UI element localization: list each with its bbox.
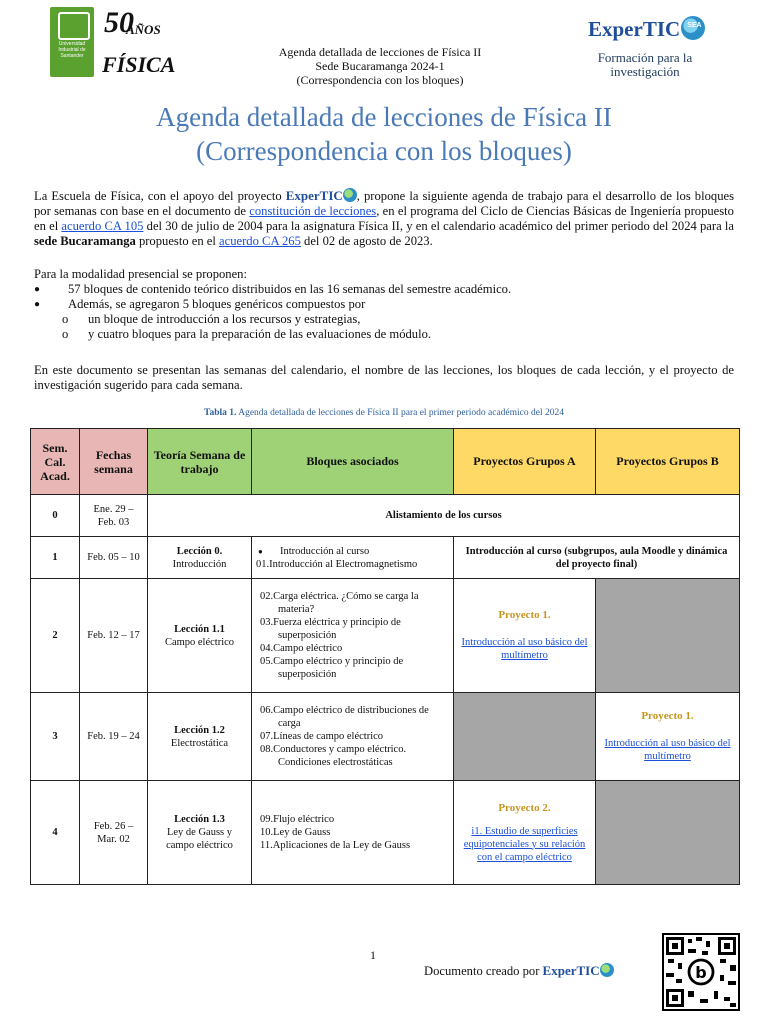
row-proyecto-a: Proyecto 2. i1. Estudio de superficies equipotenciales y su relación con el campo eléctrico [454, 781, 596, 885]
page-title [60, 100, 708, 168]
link-constitucion-lecciones[interactable]: constitución de lecciones [249, 204, 377, 218]
sub-bullet-icon: o [62, 312, 69, 326]
row-proyecto-a-empty [454, 693, 596, 781]
agenda-table [30, 428, 740, 885]
bullet-icon: ● [34, 284, 41, 295]
running-header [230, 45, 530, 87]
title-line-2: (Correspondencia con los bloques) [196, 136, 572, 166]
row-teoria: Lección 1.3 Ley de Gauss y campo eléctrico [148, 781, 252, 885]
footer-expertic-brand: ExperTIC [542, 963, 600, 978]
closing-paragraph: En este documento se presentan las semanas del calendario, el nombre de las lecciones, los bloques de cada lección, y el proyecto de investigación sugerido para cada semana. [34, 363, 734, 392]
row-proyecto-b-empty [596, 781, 740, 885]
header-line-1: Agenda detallada de lecciones de Física II [278, 45, 482, 59]
row-proyecto-intro: Introducción al curso (subgrupos, aula Moodle y dinámica del proyecto final) [454, 537, 740, 579]
row-fechas: Feb. 19 – 24 [80, 693, 148, 781]
qr-code-icon [662, 933, 740, 1011]
uis-logo-text: Universidad Industrial de Santander [58, 41, 86, 59]
sede-bucaramanga: sede Bucaramanga [34, 234, 136, 248]
caption-label: Tabla 1. [203, 408, 237, 418]
table-caption: Tabla 1. Agenda detallada de lecciones de Física II para el primer periodo académico del 2024 [203, 408, 564, 418]
link-proyecto-superficies[interactable]: i1. Estudio de superficies equipotenciales y su relación con el campo eléctrico [463, 825, 586, 863]
header-fechas: Fechas semana [80, 429, 148, 495]
link-proyecto-multimetro[interactable]: Introducción al uso básico del multímetro [461, 637, 588, 661]
modalidad-section [34, 267, 734, 342]
header-line-2: Sede Bucaramanga 2024-1 [315, 59, 445, 73]
link-acuerdo-ca-265[interactable]: acuerdo CA 265 [219, 234, 301, 248]
sub-bullet-icon: o [62, 327, 69, 341]
row-bloques: 02.Carga eléctrica. ¿Cómo se carga la materia? 03.Fuerza eléctrica y principio de superposición 04.Campo eléctrico 05.Campo eléctrico y principio de superposición [252, 579, 454, 693]
table-header-row [31, 429, 740, 495]
row-bloques: 06.Campo eléctrico de distribuciones de carga 07.Líneas de campo eléctrico 08.Conductores y campo eléctrico. Condiciones electrostáticas [252, 693, 454, 781]
list-item: ● Además, se agregaron 5 bloques genéricos compuestos por [34, 297, 366, 311]
header-proyectos-b: Proyectos Grupos B [596, 429, 740, 495]
sub-list-item: o y cuatro bloques para la preparación de las evaluaciones de módulo. [62, 327, 432, 341]
row-fechas: Feb. 26 – Mar. 02 [80, 781, 148, 885]
anniv-fisica: FÍSICA [102, 52, 176, 77]
row-sem: 4 [31, 781, 80, 885]
uis-emblem-icon [58, 12, 90, 40]
header-bloques: Bloques asociados [252, 429, 454, 495]
link-acuerdo-ca-105[interactable]: acuerdo CA 105 [61, 219, 144, 233]
row-fechas: Ene. 29 – Feb. 03 [80, 495, 148, 537]
row-proyecto-a: Proyecto 1. Introducción al uso básico del multímetro [454, 579, 596, 693]
expertic-tagline: Formación para la investigación [597, 50, 693, 79]
expertic-logo [588, 16, 705, 42]
intro-paragraph: La Escuela de Física, con el apoyo del proyecto ExperTIC , propone la siguiente agenda de trabajo para el desarrollo de los bloques por semanas con base en el documento de constitución de lecciones, en el programa del Ciclo de Ciencias Básicas de Ingeniería propuesto en el acuerdo CA 105 del 30 de julio de 2004 para la asignatura Física II, y en el calendario académico del primer periodo del 2024 para la sede Bucaramanga propuesto en el acuerdo CA 265 del 02 de agosto de 2023. [34, 188, 734, 248]
row-fechas: Feb. 05 – 10 [80, 537, 148, 579]
page-number: 1 [370, 948, 376, 962]
anniv-number: 50 [104, 6, 134, 39]
sub-list-item: o un bloque de introducción a los recursos y estrategias, [62, 312, 361, 326]
header-line-3: (Correspondencia con los bloques) [296, 73, 464, 87]
svg-text:b: b [695, 963, 707, 982]
row-sem: 2 [31, 579, 80, 693]
row-teoria: Lección 1.1 Campo eléctrico [148, 579, 252, 693]
footer-credit: Documento creado por ExperTIC [424, 963, 614, 979]
table-row [31, 781, 740, 885]
row-sem: 0 [31, 495, 80, 537]
anniv-anos: AÑOS [126, 22, 161, 37]
row-bloques: 09.Flujo eléctrico 10.Ley de Gauss 11.Aplicaciones de la Ley de Gauss [252, 781, 454, 885]
row-sem: 3 [31, 693, 80, 781]
uis-logo [50, 7, 94, 77]
header-proyectos-a: Proyectos Grupos A [454, 429, 596, 495]
title-line-1: Agenda detallada de lecciones de Física II [156, 102, 612, 132]
bullet-icon: ● [34, 299, 41, 310]
table-row [31, 537, 740, 579]
header-sem: Sem. Cal. Acad. [31, 429, 80, 495]
footer-expertic-icon [600, 963, 614, 977]
inline-expertic-icon [343, 188, 357, 202]
row-fechas: Feb. 12 – 17 [80, 579, 148, 693]
bullet-icon: ● [258, 546, 263, 556]
table-row [31, 693, 740, 781]
row-proyecto-b-empty [596, 579, 740, 693]
expertic-brand: ExperTIC [588, 17, 681, 41]
list-item: ● 57 bloques de contenido teórico distribuidos en las 16 semanas del semestre académico. [34, 282, 512, 296]
row-teoria: Lección 0. Introducción [148, 537, 252, 579]
row-teoria: Lección 1.2 Electrostática [148, 693, 252, 781]
header-teoria: Teoría Semana de trabajo [148, 429, 252, 495]
row-sem: 1 [31, 537, 80, 579]
row-span-alistamiento: Alistamiento de los cursos [148, 495, 740, 537]
fisica-50-anniversary-logo [100, 6, 176, 80]
table-row [31, 495, 740, 537]
row-bloques: ● Introducción al curso 01.Introducción al Electromagnetismo [252, 537, 454, 579]
row-proyecto-b: Proyecto 1. Introducción al uso básico del multímetro [596, 693, 740, 781]
inline-expertic-brand: ExperTIC [285, 188, 343, 203]
link-proyecto-multimetro[interactable]: Introducción al uso básico del multímetro [604, 738, 731, 762]
expertic-sea-icon: SEA [681, 16, 705, 40]
modalidad-lead: Para la modalidad presencial se proponen: [34, 267, 247, 281]
table-row [31, 579, 740, 693]
qr-code-graphic [664, 935, 738, 1009]
